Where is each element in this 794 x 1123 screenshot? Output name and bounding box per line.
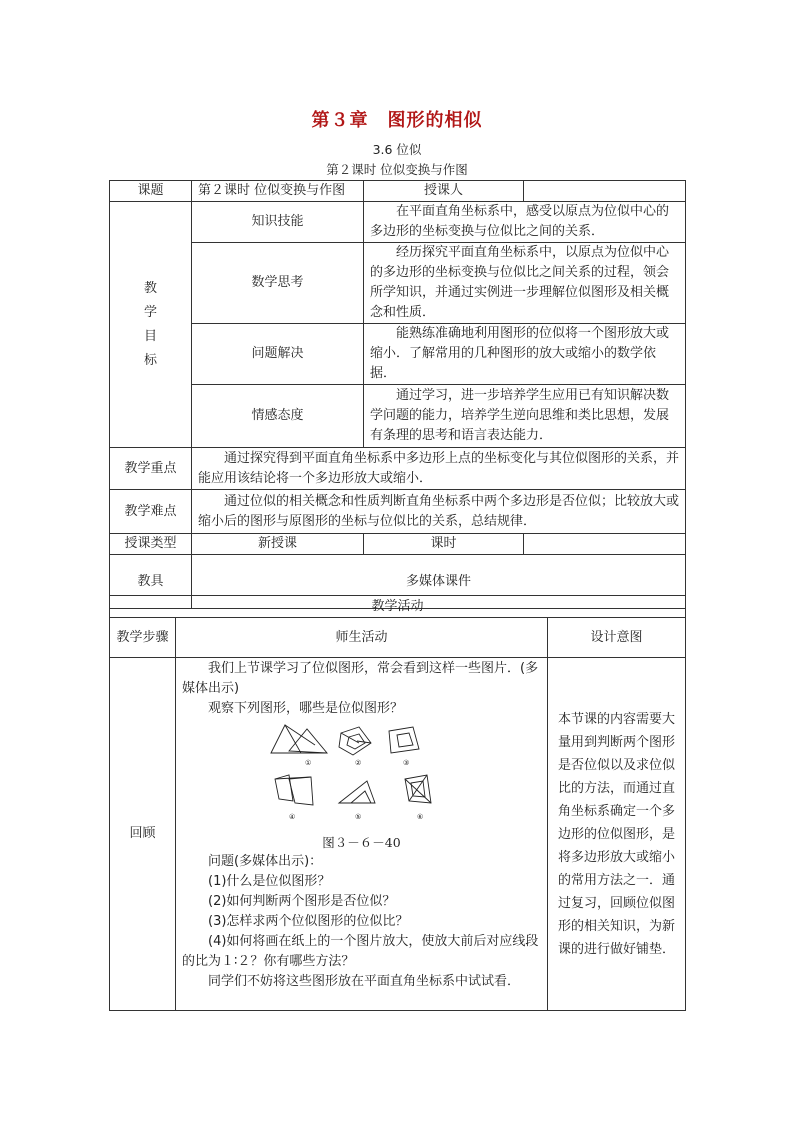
fig3-inner-quad — [397, 733, 413, 747]
fig1-large-triangle — [289, 729, 327, 753]
topic-value: 第２课时 位似变换与作图 — [192, 181, 364, 202]
goal-name-attitude: 情感态度 — [192, 385, 364, 448]
goal-text-attitude: 通过学习，进一步培养学生应用已有知识解决数学问题的能力，培养学生逆向思维和类比思想，发展有条理的思考和语言表达能力． — [364, 385, 686, 448]
col-step-header: 教学步骤 — [110, 618, 176, 658]
activity-content — [176, 658, 548, 1011]
fig-number-4: ④ — [288, 813, 295, 821]
question-1: (1)什么是位似图形？ — [208, 874, 331, 889]
question-3: (3)怎样求两个位似图形的位似比？ — [208, 914, 409, 929]
question-2: (2)如何判断两个图形是否位似？ — [208, 894, 396, 909]
hours-label: 课时 — [364, 534, 524, 555]
chapter-title: 第３章 图形的相似 — [311, 110, 483, 131]
fig-number-1: ① — [304, 759, 311, 767]
step-review: 回顾 — [110, 658, 176, 1011]
type-value: 新授课 — [192, 534, 364, 555]
goal-text-problem: 能熟练准确地利用图形的位似将一个图形放大或缩小．了解常用的几种图形的放大或缩小的数学依据． — [364, 324, 686, 385]
similar-figures — [182, 719, 541, 852]
fig-number-2: ② — [354, 759, 361, 767]
difficulty-text: 通过位似的相关概念和性质判断直角坐标系中两个多边形是否位似；比较放大或缩小后的图形与原图形的坐标与位似比的关系，总结规律． — [192, 490, 686, 534]
goal-name-thinking: 数学思考 — [192, 243, 364, 324]
goal-name-knowledge: 知识技能 — [192, 202, 364, 243]
observe-text: 观察下列图形，哪些是位似图形？ — [208, 701, 404, 716]
activity-table — [109, 595, 686, 1011]
lesson-plan-table — [109, 180, 686, 609]
fig-number-6: ⑥ — [416, 813, 423, 821]
fig1-small-triangle — [271, 725, 301, 753]
key-label: 教学重点 — [110, 448, 192, 490]
teacher-label: 授课人 — [364, 181, 524, 202]
activity-header: 教学活动 — [110, 596, 686, 618]
intro-text: 我们上节课学习了位似图形，常会看到这样一些图片．(多媒体出示) — [182, 661, 539, 696]
key-text: 通过探究得到平面直角坐标系中多边形上点的坐标变化与其位似图形的关系，并能应用该结论将一个多边形放大或缩小． — [192, 448, 686, 490]
goal-name-problem: 问题解决 — [192, 324, 364, 385]
goal-text-knowledge: 在平面直角坐标系中，感受以原点为位似中心的多边形的坐标变换与位似比之间的关系． — [364, 202, 686, 243]
design-intent: 本节课的内容需要大量用到判断两个图形是否位似以及求位似比的方法，而通过直角坐标系确定一个多边形的位似图形，是将多边形放大或缩小的常用方法之一．通过复习，回顾位似图形的相关知识，为新课的进行做好铺垫． — [548, 658, 686, 1011]
similar-figures-illustration — [267, 719, 457, 827]
fig-number-5: ⑤ — [354, 813, 361, 821]
lesson-title: 第２课时 位似变换与作图 — [326, 162, 468, 177]
hours-value — [524, 534, 686, 555]
col-design-header: 设计意图 — [548, 618, 686, 658]
goals-label: 教 学 目 标 — [110, 202, 192, 448]
questions-intro: 问题(多媒体出示)： — [208, 854, 323, 869]
tools-label: 教具 — [110, 555, 192, 609]
fig-number-3: ③ — [402, 759, 409, 767]
fig3-outer-quad — [389, 727, 419, 753]
fig5-triangle-small — [351, 791, 371, 803]
col-activity-header: 师生活动 — [176, 618, 548, 658]
topic-label: 课题 — [110, 181, 192, 202]
tools-value: 多媒体课件 — [192, 555, 686, 609]
question-4: (4)如何将画在纸上的一个图片放大，使放大前后对应线段的比为１∶２？你有哪些方法？ — [182, 934, 539, 969]
type-label: 授课类型 — [110, 534, 192, 555]
figure-caption: 图３－６－40 — [322, 835, 401, 850]
section-title: 3.6 位似 — [372, 142, 422, 157]
goal-text-thinking: 经历探究平面直角坐标系中，以原点为位似中心的多边形的坐标变换与位似比之间关系的过程，领会所学知识，并通过实例进一步理解位似图形及相关概念和性质． — [364, 243, 686, 324]
closing-text: 同学们不妨将这些图形放在平面直角坐标系中试试看． — [208, 974, 521, 989]
difficulty-label: 教学难点 — [110, 490, 192, 534]
teacher-value — [524, 181, 686, 202]
